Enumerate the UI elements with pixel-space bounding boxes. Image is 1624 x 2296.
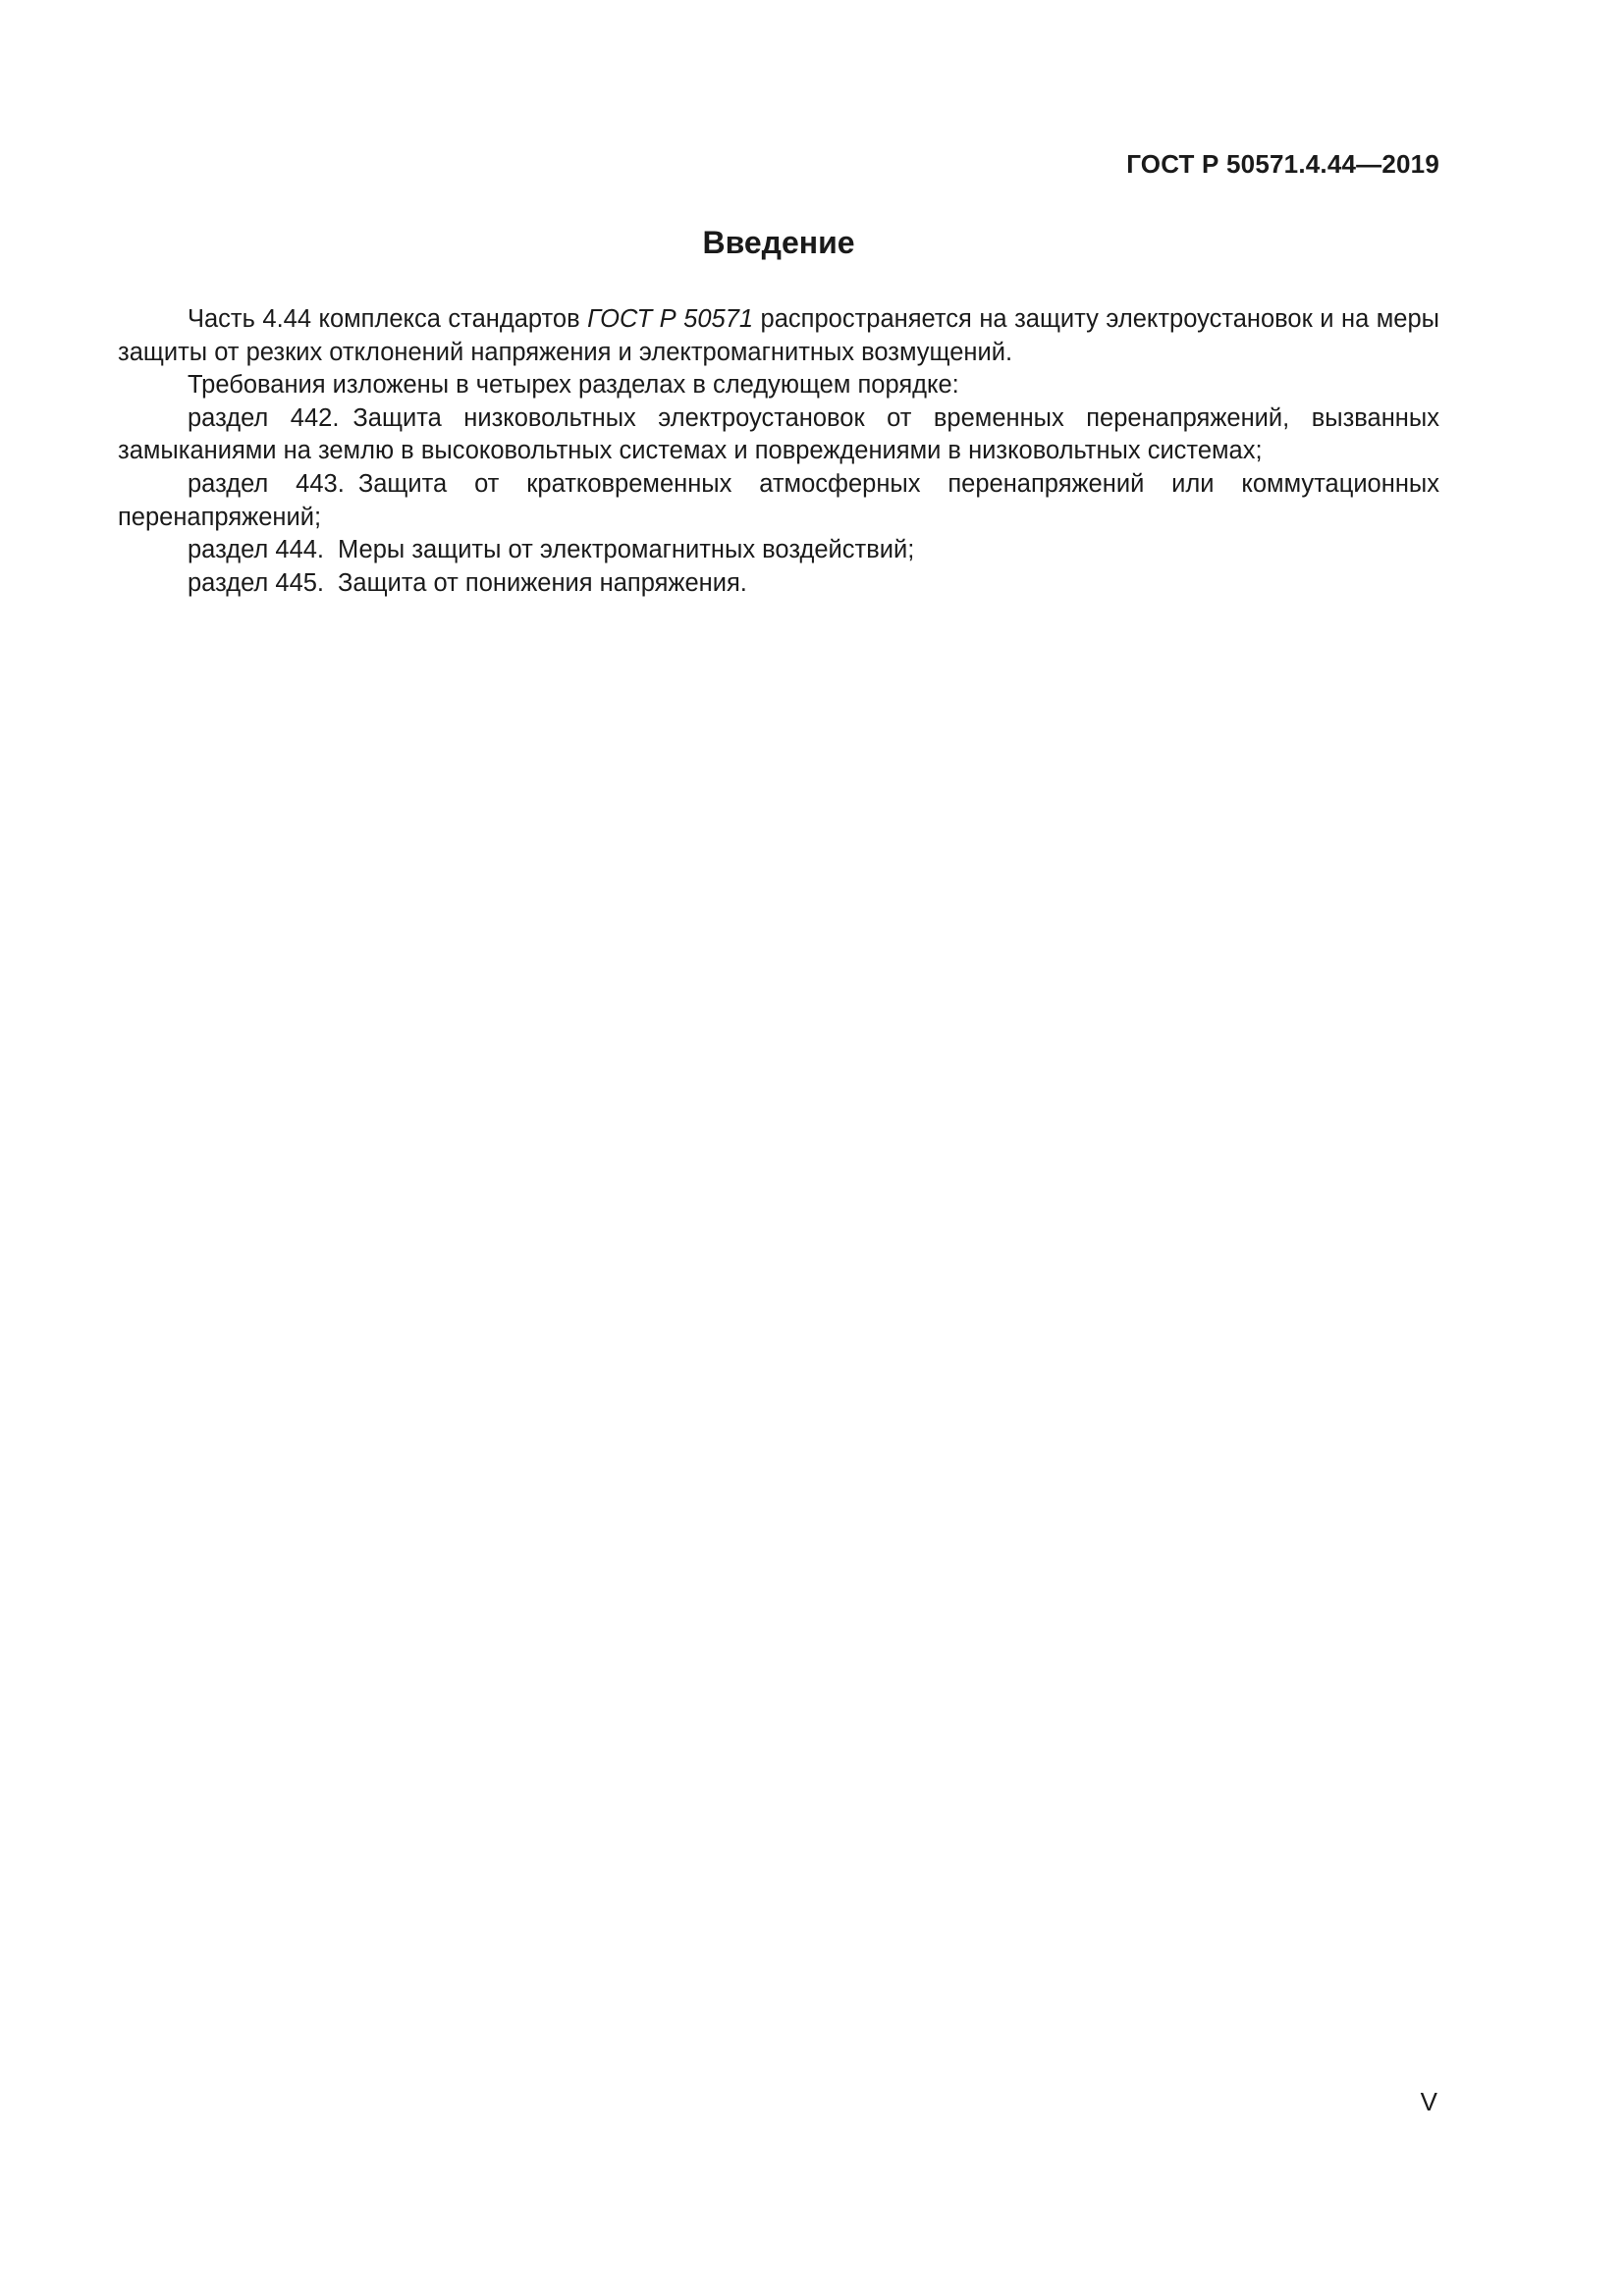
document-code-header: ГОСТ Р 50571.4.44—2019 [1126,149,1439,179]
section-label: раздел 444. [188,536,325,564]
section-title: Введение [702,225,855,260]
order-statement: Требования изложены в четырех разделах в следующем порядке: [188,371,959,400]
body-text [118,303,1439,600]
section-text: Защита от кратковременных атмосферных перенапряжений или коммутационных перенапряжений; [118,469,1439,531]
intro-text-before: Часть 4.44 комплекса стандартов [188,305,588,333]
section-item-442 [118,402,1439,468]
section-text: Защита низковольтных электроустановок от временных перенапряжений, вызванных замыканиями на землю в высоковольтных системах и повреждениями в низковольтных системах; [118,403,1439,465]
section-item-445 [118,567,1439,601]
section-text: Меры защиты от электромагнитных воздействий; [338,536,915,564]
section-label: раздел 442. [188,403,340,432]
section-text: Защита от понижения напряжения. [338,568,747,597]
section-label: раздел 445. [188,568,325,597]
intro-text-after: распространяется на защиту электроустановок и на меры защиты от резких отклонений напряжения и электромагнитных возмущений. [118,305,1439,366]
section-item-444 [118,534,1439,567]
page-number: V [1420,2087,1437,2116]
section-label: раздел 443. [188,469,345,498]
intro-paragraph [118,303,1439,369]
section-item-443 [118,468,1439,534]
standard-reference: ГОСТ Р 50571 [587,305,754,333]
